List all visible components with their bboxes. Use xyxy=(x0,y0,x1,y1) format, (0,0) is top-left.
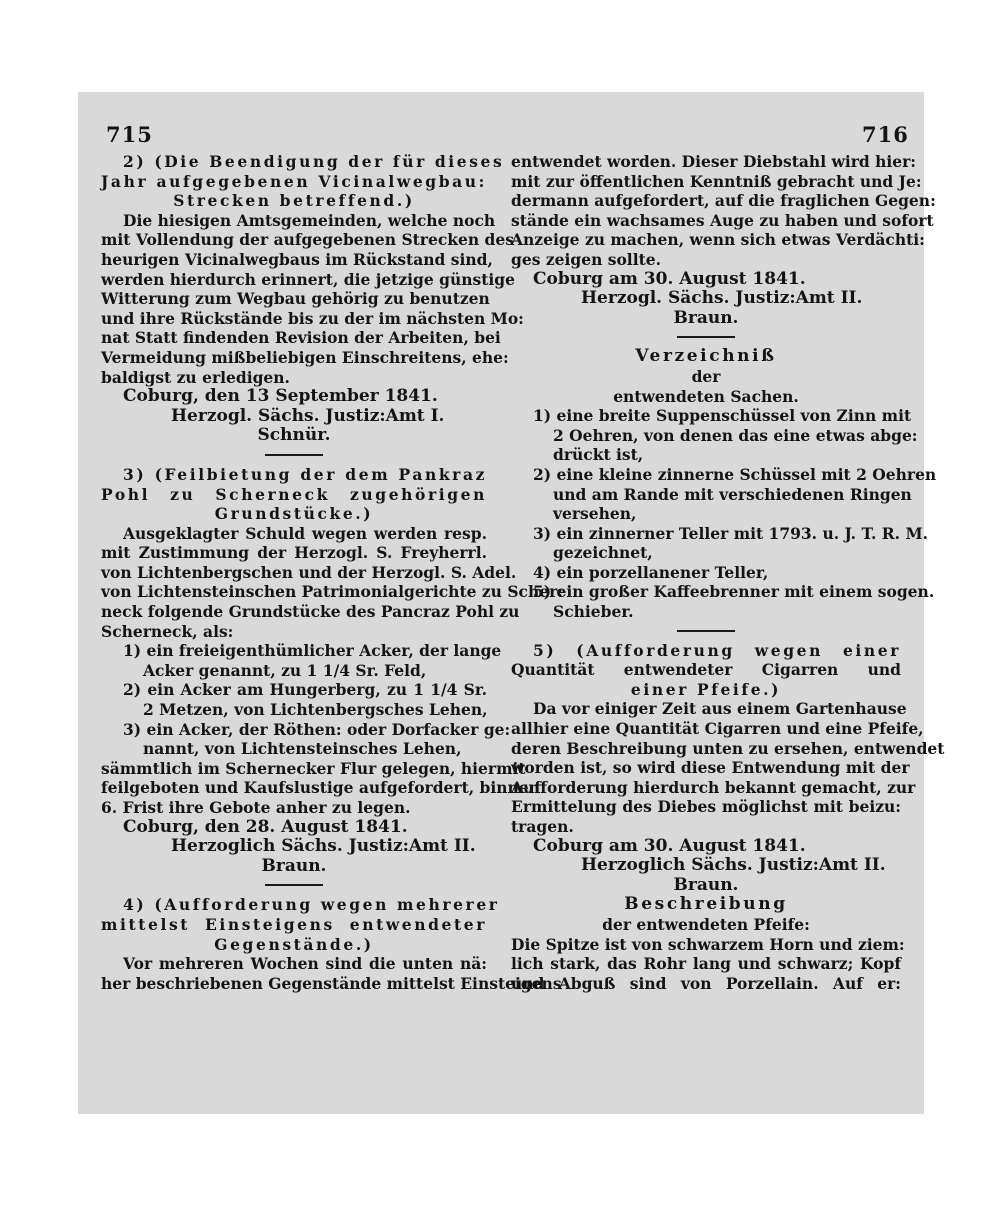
body-line: nat Statt findenden Revision der Arbeiten, bei xyxy=(101,328,501,348)
section-divider xyxy=(677,630,735,632)
notice-title-line: mittelst Einsteigens entwendeter xyxy=(101,914,487,934)
notice-title-line: Quantität entwendeter Cigarren und xyxy=(511,660,901,680)
list-item: 2) eine kleine zinnerne Schüssel mit 2 Oehren xyxy=(533,464,937,484)
body-line: mit zur öffentlichen Kenntniß gebracht und Je: xyxy=(511,171,922,191)
notice-5-title xyxy=(511,641,901,700)
body-line: dermann aufgefordert, auf die fraglichen Gegen: xyxy=(511,191,936,211)
notice-title-line: 3) (Feilbietung der dem Pankraz xyxy=(123,464,487,484)
list-item: gezeichnet, xyxy=(553,543,653,563)
body-line: Anzeige zu machen, wenn sich etwas Verdächti: xyxy=(511,230,925,250)
list-item: 2 Oehren, von denen das eine etwas abge: xyxy=(553,425,918,445)
notice-4-title xyxy=(101,895,500,954)
list-item: nannt, von Lichtensteinsches Lehen, xyxy=(143,739,462,759)
notice-3-body-cont xyxy=(101,758,540,818)
body-line: Die hiesigen Amtsgemeinden, welche noch xyxy=(123,210,496,230)
body-line: von Lichtenbergschen und der Herzogl. S. Adel. xyxy=(101,562,517,582)
body-line: baldigst zu erledigen. xyxy=(101,367,290,387)
body-line: von Lichtensteinschen Patrimonialgerichte zu Scher: xyxy=(101,582,563,602)
body-line: mit Vollendung der aufgegebenen Strecken des xyxy=(101,230,514,250)
notice-title-line: Grundstücke.) xyxy=(214,504,374,524)
list-item: 5) ein großer Kaffeebrenner mit einem sogen. xyxy=(533,582,935,602)
notice-4-body xyxy=(101,954,562,993)
notice-5-date: Coburg am 30. August 1841. xyxy=(533,835,806,856)
notice-2-date: Coburg, den 13 September 1841. xyxy=(123,386,438,407)
body-line: Aufforderung hierdurch bekannt gemacht, zur xyxy=(511,777,916,797)
notice-3-signer: Braun. xyxy=(261,855,327,876)
list-item: und am Rande mit verschiedenen Ringen xyxy=(553,484,912,504)
body-line: Die Spitze ist von schwarzem Horn und ziem: xyxy=(511,934,905,954)
list-item: 3) ein Acker, der Röthen: oder Dorfacker ge: xyxy=(123,719,511,739)
notice-title-line: Pohl zu Scherneck zugehörigen xyxy=(101,484,487,504)
notice-3-date: Coburg, den 28. August 1841. xyxy=(123,816,408,837)
body-line: Ermittelung des Diebes möglichst mit beizu: xyxy=(511,797,901,817)
notice-3-office: Herzoglich Sächs. Justiz:Amt II. xyxy=(171,836,476,857)
body-line: lich stark, das Rohr lang und schwarz; Kopf xyxy=(511,954,901,974)
body-line: feilgeboten und Kaufslustige aufgefordert, binnen xyxy=(101,778,540,798)
notice-2-office: Herzogl. Sächs. Justiz:Amt I. xyxy=(171,405,445,426)
body-line: mit Zustimmung der Herzogl. S. Freyherrl. xyxy=(101,543,487,563)
body-line: Witterung zum Wegbau gehörig zu benutzen xyxy=(101,289,490,309)
list-item: Schieber. xyxy=(553,602,634,622)
pipe-description xyxy=(511,934,905,994)
notice-title-line: 5) (Aufforderung wegen einer xyxy=(533,640,901,660)
notice-4-signer: Braun. xyxy=(673,307,739,328)
right-page-number: 716 xyxy=(862,122,909,147)
notice-title-line: Gegenstände.) xyxy=(214,934,374,954)
notice-3-title xyxy=(101,465,487,524)
notice-4-body-cont xyxy=(511,152,936,270)
body-line: Da vor einiger Zeit aus einem Gartenhause xyxy=(533,699,907,719)
left-page-number: 715 xyxy=(106,122,153,147)
body-line: allhier eine Quantität Cigarren und eine Pfeife, xyxy=(511,719,924,739)
notice-3-items xyxy=(101,641,511,759)
right-column xyxy=(511,152,945,993)
notice-5-body xyxy=(511,699,945,836)
list-item: drückt ist, xyxy=(553,445,644,465)
stolen-items-list xyxy=(511,406,937,622)
body-line: deren Beschreibung unten zu ersehen, entwendet xyxy=(511,738,945,758)
notice-2-title xyxy=(101,152,505,211)
list-item: 3) ein zinnerner Teller mit 1793. u. J. T. R. M. xyxy=(533,523,929,543)
notice-title-line: 4) (Aufforderung wegen mehrerer xyxy=(123,895,500,915)
body-line: sämmtlich im Schernecker Flur gelegen, hiermit xyxy=(101,758,526,778)
notice-title-line: Strecken betreffend.) xyxy=(173,191,415,211)
list-subheading: der xyxy=(691,366,721,386)
notice-title-line: Jahr aufgegebenen Vicinalwegbau: xyxy=(101,171,487,191)
notice-3-body xyxy=(101,523,563,642)
body-line: und ihre Rückstände bis zu der im nächsten Mo: xyxy=(101,308,524,328)
body-line: tragen. xyxy=(511,817,574,836)
list-subheading: entwendeten Sachen. xyxy=(613,386,799,406)
body-line: und Abguß sind von Porzellain. Auf er: xyxy=(511,973,901,993)
body-line: Ausgeklagter Schuld wegen werden resp. xyxy=(123,523,487,543)
section-divider xyxy=(265,454,323,456)
list-item: 1) ein freieigenthümlicher Acker, der lange xyxy=(123,641,502,661)
list-item: 2 Metzen, von Lichtenbergsches Lehen, xyxy=(143,700,488,720)
body-line: heurigen Vicinalwegbaus im Rückstand sind, xyxy=(101,249,493,269)
notice-title-line: einer Pfeife.) xyxy=(630,679,782,699)
body-line: 6. Frist ihre Gebote anher zu legen. xyxy=(101,798,411,817)
list-item: 4) ein porzellanener Teller, xyxy=(533,562,769,582)
notice-2-signer: Schnür. xyxy=(257,425,331,446)
notice-title-line: 2) (Die Beendigung der für dieses xyxy=(123,152,505,171)
body-line: neck folgende Grundstücke des Pancraz Pohl zu xyxy=(101,602,520,622)
body-line: Vor mehreren Wochen sind die unten nä: xyxy=(123,954,487,974)
notice-4-office: Herzogl. Sächs. Justiz:Amt II. xyxy=(581,288,863,309)
description-subheading: der entwendeten Pfeife: xyxy=(602,914,810,934)
description-heading: Beschreibung xyxy=(624,894,788,915)
list-item: versehen, xyxy=(553,504,637,524)
body-line: Scherneck, als: xyxy=(101,621,234,641)
body-line: stände ein wachsames Auge zu haben und sofort xyxy=(511,210,934,230)
notice-5-signer: Braun. xyxy=(673,874,739,895)
section-divider xyxy=(677,336,735,338)
notice-4-date: Coburg am 30. August 1841. xyxy=(533,268,806,289)
body-line: her beschriebenen Gegenstände mittelst Einsteigens xyxy=(101,973,562,993)
body-line: ges zeigen sollte. xyxy=(511,249,661,269)
notice-5-office: Herzoglich Sächs. Justiz:Amt II. xyxy=(581,855,886,876)
list-heading: Verzeichniß xyxy=(635,346,777,367)
notice-2-body xyxy=(101,210,524,387)
list-item: 2) ein Acker am Hungerberg, zu 1 1/4 Sr. xyxy=(123,680,487,700)
body-line: werden hierdurch erinnert, die jetzige günstige xyxy=(101,269,515,289)
body-line: entwendet worden. Dieser Diebstahl wird hier: xyxy=(511,152,917,171)
list-item: Acker genannt, zu 1 1/4 Sr. Feld, xyxy=(143,660,427,680)
section-divider xyxy=(265,884,323,886)
list-item: 1) eine breite Suppenschüssel von Zinn mit xyxy=(533,406,912,426)
body-line: Vermeidung mißbeliebigen Einschreitens, ehe: xyxy=(101,347,509,367)
body-line: worden ist, so wird diese Entwendung mit der xyxy=(511,758,910,778)
